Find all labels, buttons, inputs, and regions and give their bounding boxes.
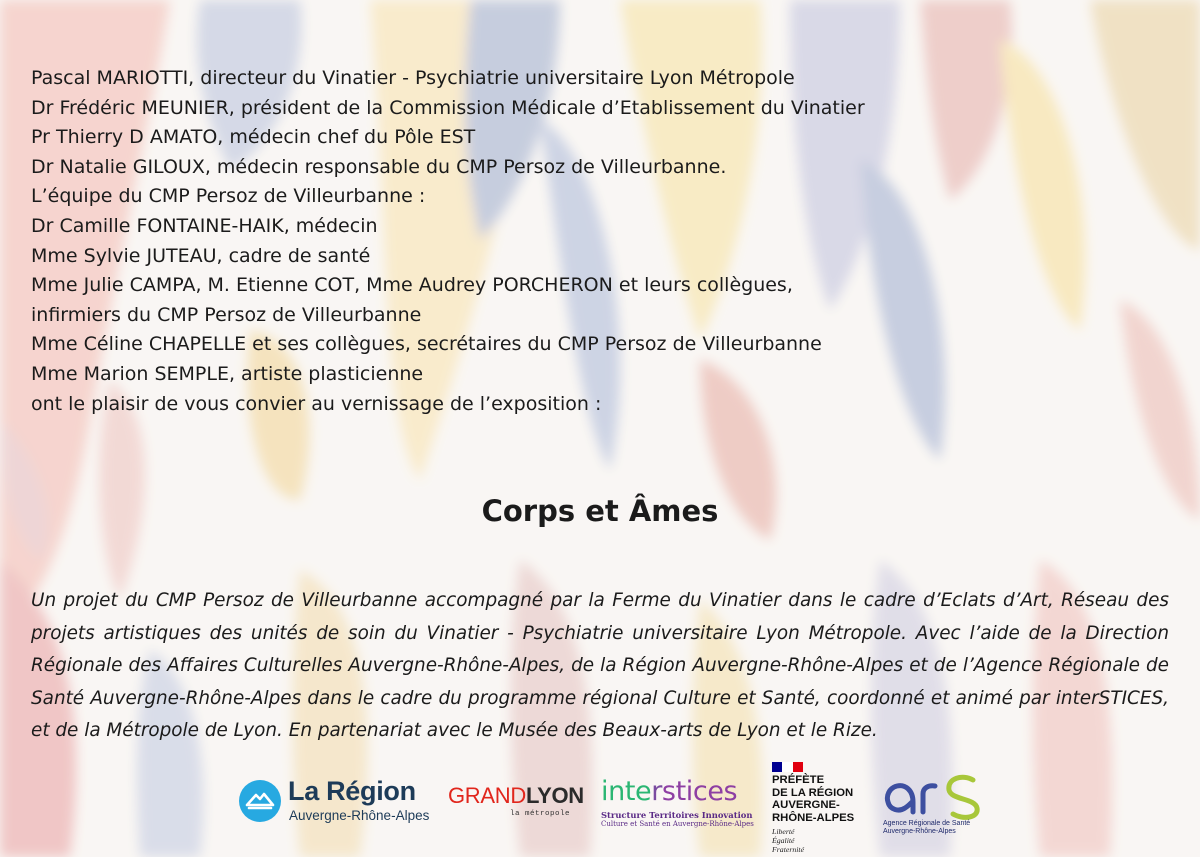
host-line: Dr Natalie GILOUX, médecin responsable du CMP Persoz de Villeurbanne. — [31, 155, 727, 178]
interstices-logo[interactable] — [601, 776, 754, 838]
region-logo[interactable] — [239, 778, 439, 828]
host-line: Dr Frédéric MEUNIER, président de la Commission Médicale d’Etablissement du Vinatier — [31, 96, 865, 119]
prefete-logo[interactable] — [772, 762, 882, 854]
grandlyon-grand: GRAND — [448, 783, 526, 808]
project-description: Un projet du CMP Persoz de Villeurbanne accompagné par la Ferme du Vinatier dans le cadre d’Eclats d’Art, Réseau des projets artistiques des unités de soin du Vinatier - Psychiatrie universitaire Lyon Métropole. Avec l’aide de la Direction Régionale des Affaires Culturelles Auvergne-Rhône-Alpes, de la Région Auvergne-Rhône-Alpes et de l’Agence Régionale de Santé Auvergne-Rhône-Alpes dans le cadre du programme régional Culture et Santé, coordonné et animé par interSTICES, et de la Métropole de Lyon. En partenariat avec le Musée des Beaux-arts de Lyon et le Rize. — [31, 590, 1169, 741]
host-line: infirmiers du CMP Persoz de Villeurbanne — [31, 303, 422, 326]
host-line: Mme Julie CAMPA, M. Etienne COT, Mme Audrey PORCHERON et leurs collègues, — [31, 274, 793, 297]
ars-logo[interactable] — [883, 768, 993, 838]
grandlyon-logo[interactable] — [448, 785, 588, 825]
host-line: Mme Céline CHAPELLE et ses collègues, secrétaires du CMP Persoz de Villeurbanne — [31, 333, 822, 356]
ars-wordmark-icon — [883, 768, 993, 820]
region-logo-name: La Région — [288, 776, 416, 806]
interstices-part3: stices — [661, 776, 738, 807]
french-flag-icon — [772, 762, 803, 772]
host-line: ont le plaisir de vous convier au vernissage de l’exposition : — [31, 392, 602, 415]
region-logo-sub: Auvergne-Rhône-Alpes — [289, 808, 430, 823]
invitation-hosts — [31, 64, 865, 419]
grandlyon-lyon: LYON — [525, 783, 584, 808]
prefete-title: PRÉFÈTE DE LA RÉGION AUVERGNE- RHÔNE-ALPES — [772, 774, 855, 824]
host-line: Pascal MARIOTTI, directeur du Vinatier - Psychiatrie universitaire Lyon Métropole — [31, 67, 795, 89]
grandlyon-sub: la métropole — [510, 810, 571, 818]
host-line: Pr Thierry D AMATO, médecin chef du Pôle EST — [31, 126, 476, 149]
interstices-line1: Structure Territoires Innovation — [601, 810, 753, 820]
interstices-part1: inte — [601, 776, 652, 807]
host-line: L’équipe du CMP Persoz de Villeurbanne : — [31, 185, 426, 208]
partner-logos — [0, 760, 1200, 857]
host-line: Mme Marion SEMPLE, artiste plasticienne — [31, 362, 424, 385]
ars-tagline: Agence Régionale de Santé Auvergne-Rhône-Alpes — [883, 820, 971, 835]
region-mountain-icon — [239, 780, 281, 822]
exhibition-title: Corps et Âmes — [481, 494, 719, 528]
interstices-part2: r — [651, 776, 662, 807]
host-line: Mme Sylvie JUTEAU, cadre de santé — [31, 244, 371, 267]
host-line: Dr Camille FONTAINE-HAIK, médecin — [31, 214, 378, 237]
interstices-line2: Culture et Santé en Auvergne-Rhône-Alpes — [601, 820, 754, 828]
prefete-motto: Liberté Égalité Fraternité — [772, 827, 805, 854]
